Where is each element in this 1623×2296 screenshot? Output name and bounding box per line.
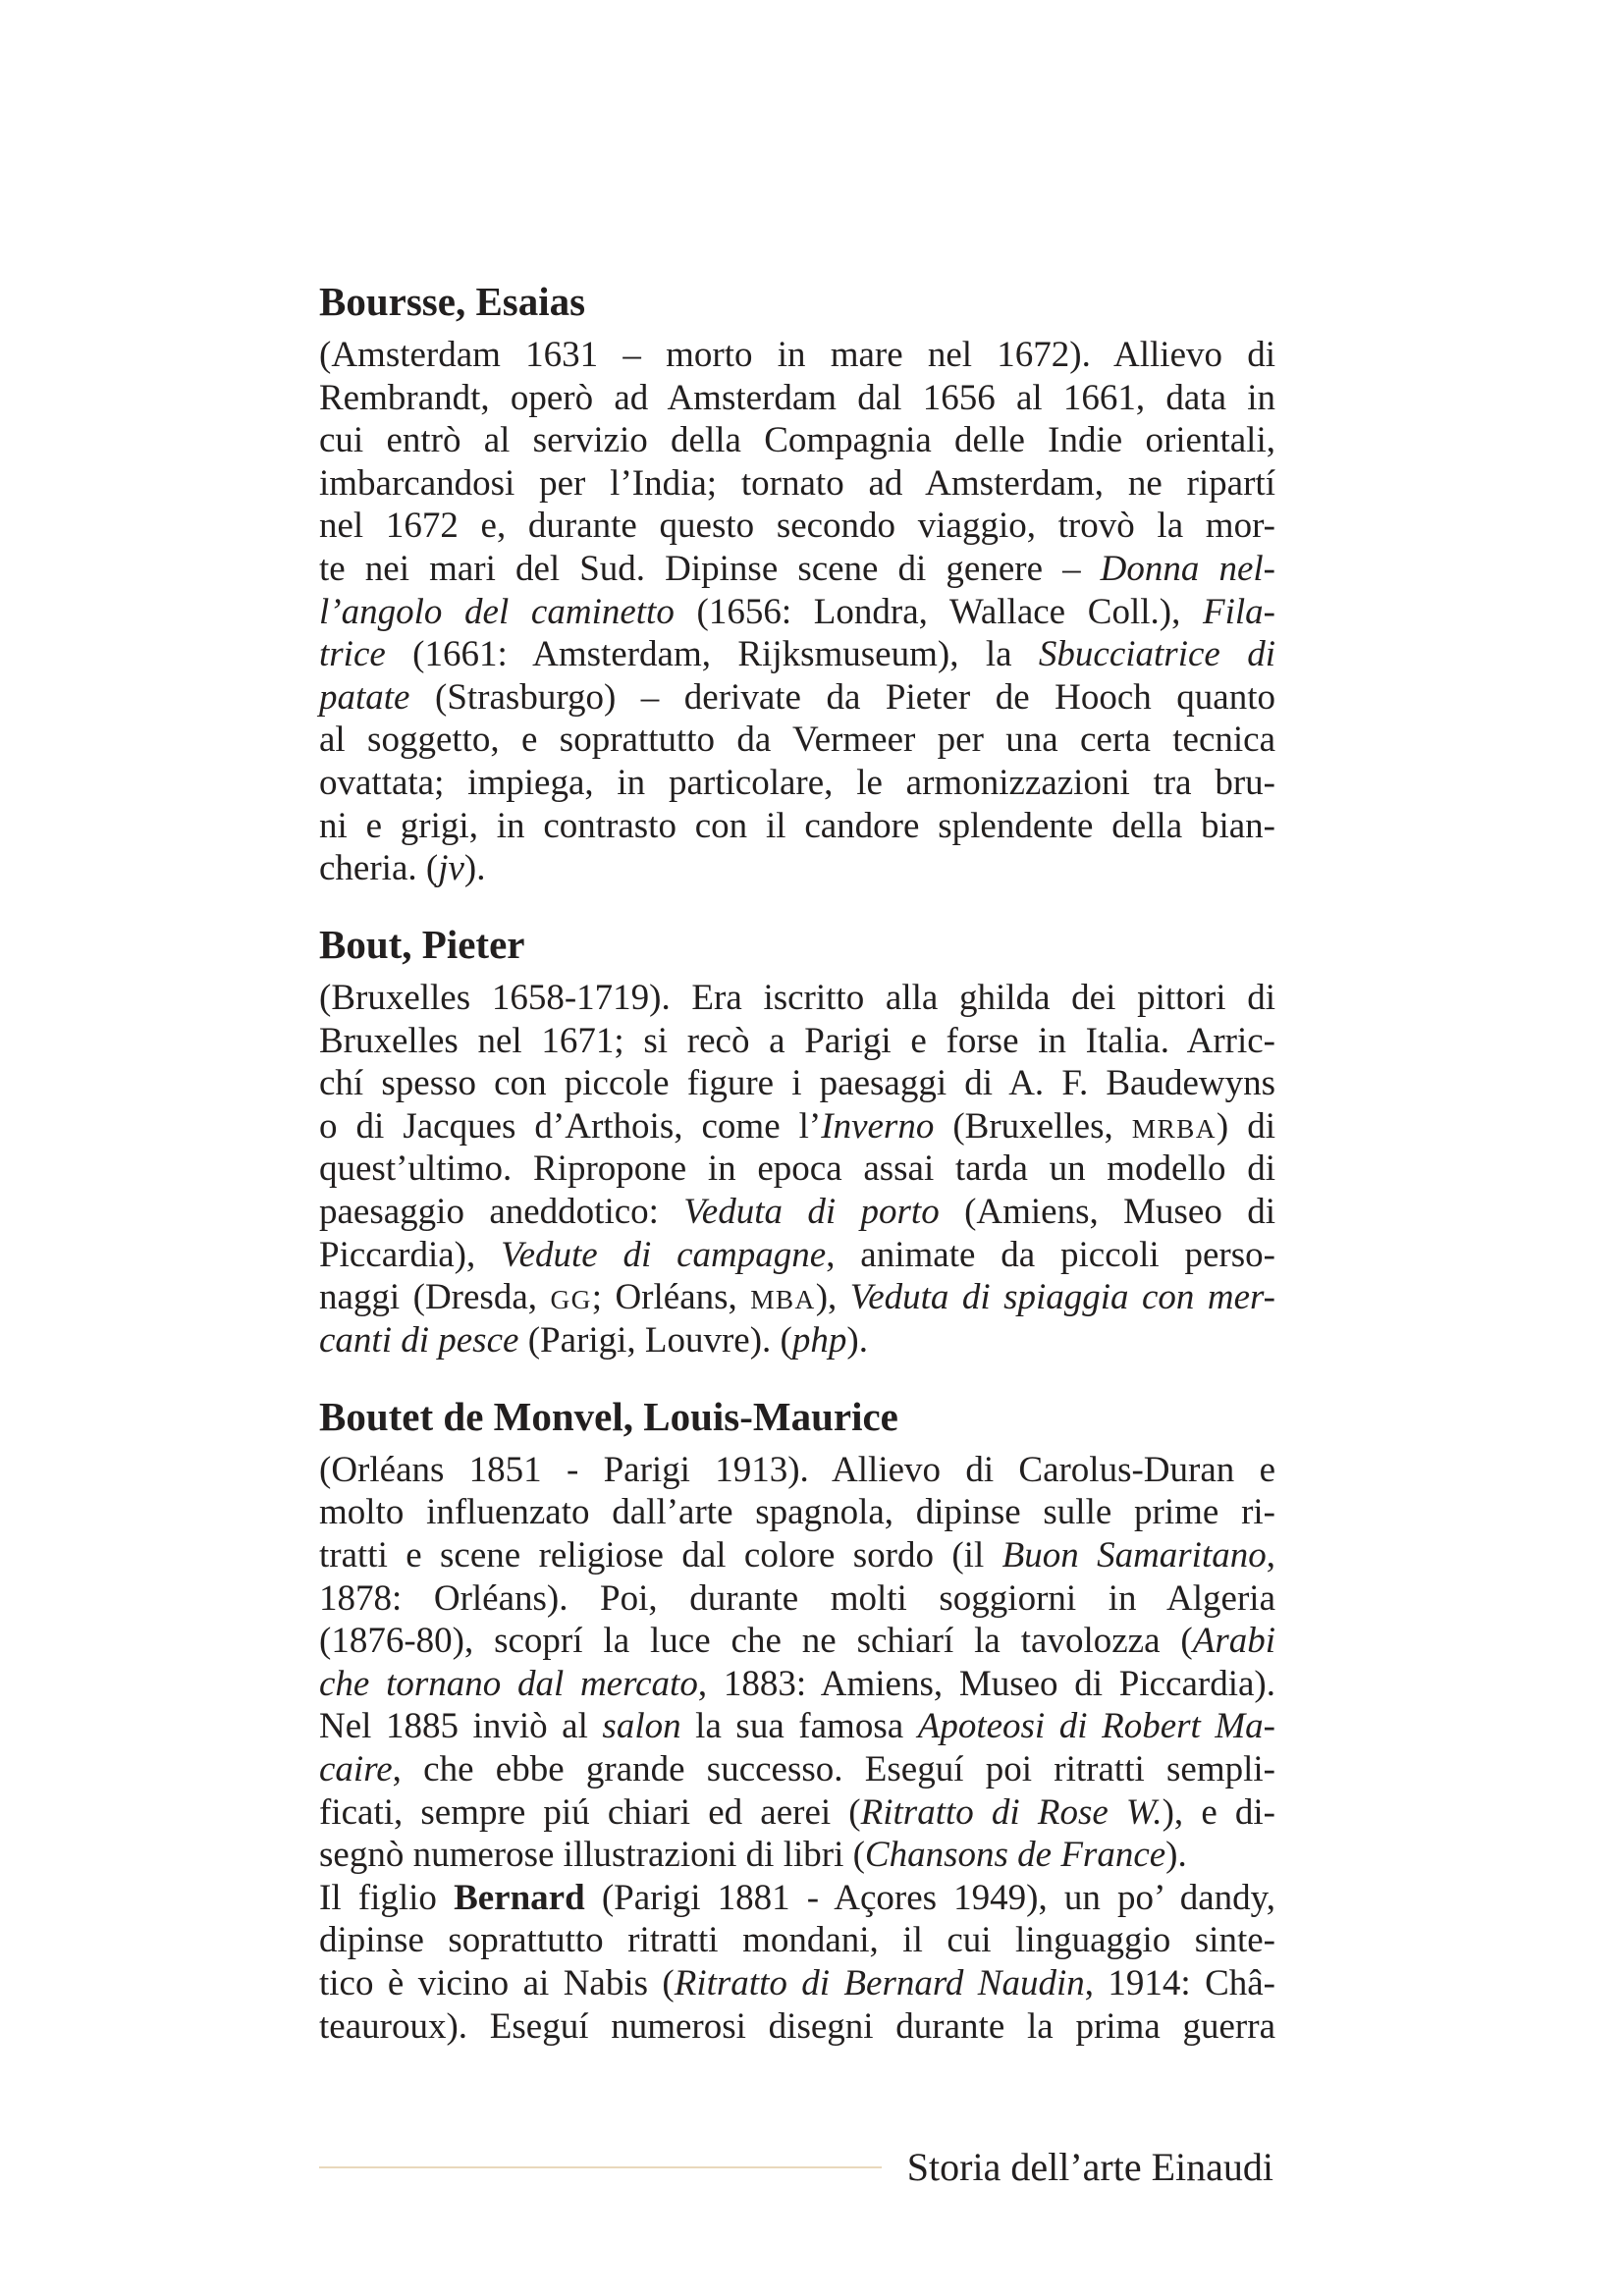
text-run: ovattata; impiega, in particolare, le armonizzazioni tra bru- <box>319 762 1275 803</box>
text-run: Piccardia), <box>319 1234 502 1275</box>
text-line <box>319 719 1275 762</box>
text-run: teauroux). Eseguí numerosi disegni durante la prima guerra <box>319 2005 1275 2047</box>
text-run: (Amsterdam 1631 – morto in mare nel 1672). Allievo di <box>319 334 1275 375</box>
text-line <box>319 1105 1275 1148</box>
dictionary-entry <box>319 924 1275 1362</box>
dictionary-entry <box>319 1393 1276 2048</box>
text-line <box>319 1148 1275 1191</box>
italic-text: Apoteosi di Robert Ma- <box>917 1706 1275 1747</box>
text-run: (Strasburgo) – derivate da Pieter de Hooch quanto <box>409 676 1275 718</box>
text-run: (1876-80), scoprí la luce che ne schiarí la tavolozza ( <box>319 1621 1193 1662</box>
text-run: , <box>1266 1534 1275 1575</box>
text-run: Bruxelles nel 1671; si recò a Parigi e forse in Italia. Arric- <box>319 1020 1275 1061</box>
text-run: (Bruxelles 1658-1719). Era iscritto alla ghilda dei pittori di <box>319 978 1275 1019</box>
text-line <box>319 1319 1275 1362</box>
text-line <box>319 2005 1275 2049</box>
footer-rule <box>319 2166 882 2168</box>
text-run: , 1914: Châ- <box>1084 1962 1276 2003</box>
text-run: tratti e scene religiose dal colore sordo (il <box>319 1534 1002 1575</box>
footer-title: Storia dell’arte Einaudi <box>906 2145 1273 2189</box>
text-run: ). <box>463 848 486 889</box>
text-line <box>319 1491 1275 1534</box>
text-run: ), e di- <box>1162 1791 1275 1833</box>
text-run: 1878: Orléans). Poi, durante molti soggiorni in Algeria <box>319 1577 1275 1619</box>
text-run: Nel 1885 inviò al <box>319 1706 603 1747</box>
page-footer <box>319 2146 1273 2189</box>
text-line <box>319 462 1275 506</box>
dictionary-entry <box>319 281 1275 890</box>
text-run: (1661: Amsterdam, Rijksmuseum), la <box>385 634 1039 675</box>
text-line <box>319 762 1275 805</box>
text-run: al soggetto, e soprattutto da Vermeer per una certa tecnica <box>319 720 1275 761</box>
italic-text: che tornano dal mercato <box>319 1663 698 1704</box>
text-run: nel 1672 e, durante questo secondo viaggio, trovò la mor- <box>319 506 1275 547</box>
text-run: cheria. ( <box>319 848 439 889</box>
text-line <box>319 1276 1275 1319</box>
text-run: , 1883: Amiens, Museo di Piccardia). <box>697 1663 1275 1704</box>
text-run: ; Orléans, <box>591 1277 751 1318</box>
text-line <box>319 805 1275 848</box>
text-line <box>319 633 1275 676</box>
italic-text: patate <box>319 676 410 718</box>
text-run: (Amiens, Museo di <box>939 1192 1275 1233</box>
text-run: ni e grigi, in contrasto con il candore splendente della bian- <box>319 805 1275 846</box>
text-line <box>319 591 1275 634</box>
text-line <box>319 1877 1275 1920</box>
text-run: imbarcandosi per l’India; tornato ad Amsterdam, ne ripartí <box>319 462 1275 504</box>
text-line <box>319 1191 1275 1234</box>
small-caps-abbreviation: GG <box>550 1285 592 1315</box>
text-run: (1656: Londra, Wallace Coll.), <box>674 591 1204 632</box>
text-line <box>319 419 1275 462</box>
entry-paragraph <box>319 1449 1275 1877</box>
text-run: (Parigi, Louvre). ( <box>518 1319 792 1361</box>
text-run: paesaggio aneddotico: <box>319 1192 684 1233</box>
text-run: Il figlio <box>319 1877 455 1918</box>
italic-text: Ritratto di Rose W. <box>860 1791 1163 1833</box>
text-line <box>319 334 1275 377</box>
entry-paragraph <box>319 1877 1275 2048</box>
entry-paragraph <box>319 977 1275 1362</box>
italic-text: Buon Samaritano <box>1001 1534 1267 1575</box>
text-line <box>319 505 1275 548</box>
italic-text: Veduta di spiaggia con mer- <box>849 1277 1275 1318</box>
text-run: molto influenzato dall’arte spagnola, dipinse sulle prime ri- <box>319 1492 1275 1533</box>
text-run: Rembrandt, operò ad Amsterdam dal 1656 al 1661, data in <box>319 377 1275 418</box>
italic-text: Sbucciatrice di <box>1038 634 1275 675</box>
italic-text: Vedute di campagne <box>501 1234 827 1275</box>
text-line <box>319 1234 1275 1277</box>
italic-text: Inverno <box>821 1105 935 1147</box>
text-line <box>319 1449 1275 1492</box>
text-run: , che ebbe grande successo. Eseguí poi ritratti sempli- <box>392 1748 1275 1789</box>
text-line <box>319 1748 1275 1791</box>
text-column <box>319 281 1275 2048</box>
italic-text: Ritratto di Bernard Naudin <box>674 1962 1085 2003</box>
text-line <box>319 1919 1275 1962</box>
text-run: la sua famosa <box>680 1706 918 1747</box>
italic-text: jv <box>438 848 464 889</box>
text-run: quest’ultimo. Ripropone in epoca assai tarda un modello di <box>319 1148 1275 1190</box>
text-run: o di Jacques d’Arthois, come l’ <box>319 1105 822 1147</box>
italic-text: Chansons de France <box>864 1835 1166 1876</box>
text-line <box>319 1062 1275 1105</box>
text-run: ficati, sempre piú chiari ed aerei ( <box>319 1791 861 1833</box>
text-run: cui entrò al servizio della Compagnia delle Indie orientali, <box>319 420 1275 461</box>
text-run: , animate da piccoli perso- <box>826 1234 1275 1275</box>
text-run: chí spesso con piccole figure i paesaggi di A. F. Baudewyns <box>319 1063 1275 1104</box>
text-line <box>319 1791 1275 1835</box>
italic-text: l’angolo del caminetto <box>319 591 675 632</box>
italic-text: canti di pesce <box>319 1319 519 1361</box>
text-line <box>319 847 1275 890</box>
italic-text: trice <box>319 634 386 675</box>
text-run: dipinse soprattutto ritratti mondani, il cui linguaggio sinte- <box>319 1920 1275 1961</box>
text-run: te nei mari del Sud. Dipinse scene di genere – <box>319 548 1101 589</box>
text-run: (Bruxelles, <box>934 1105 1132 1147</box>
text-line <box>319 1577 1275 1621</box>
text-line <box>319 377 1275 420</box>
text-line <box>319 1705 1275 1748</box>
text-line <box>319 548 1275 591</box>
small-caps-abbreviation: MBA <box>750 1285 816 1315</box>
italic-text: php <box>791 1319 847 1361</box>
bold-name: Bernard <box>454 1877 585 1918</box>
text-line <box>319 1834 1275 1877</box>
text-line <box>319 1663 1275 1706</box>
small-caps-abbreviation: MRBA <box>1131 1113 1217 1144</box>
text-run: segnò numerose illustrazioni di libri ( <box>319 1835 865 1876</box>
text-line <box>319 1620 1275 1663</box>
text-line <box>319 676 1275 720</box>
text-line <box>319 1020 1275 1063</box>
text-line <box>319 1534 1275 1577</box>
entry-heading: Boutet de Monvel, Louis-Maurice <box>319 1393 898 1439</box>
text-run: ). <box>1165 1835 1187 1876</box>
text-line <box>319 977 1275 1020</box>
text-run: ), <box>815 1277 850 1318</box>
italic-text: Fila- <box>1203 591 1275 632</box>
italic-text: Veduta di porto <box>683 1192 940 1233</box>
text-run: tico è vicino ai Nabis ( <box>319 1962 675 2003</box>
italic-text: caire <box>319 1748 393 1789</box>
text-run: ). <box>846 1319 868 1361</box>
text-run: naggi (Dresda, <box>319 1277 551 1318</box>
italic-text: Arabi <box>1192 1621 1275 1662</box>
entry-paragraph <box>319 334 1275 890</box>
text-run: (Parigi 1881 - Açores 1949), un po’ dandy, <box>584 1877 1276 1918</box>
text-line <box>319 1962 1275 2005</box>
italic-text: salon <box>602 1706 681 1747</box>
italic-text: Donna nel- <box>1100 548 1275 589</box>
entry-heading: Boursse, Esaias <box>319 279 586 324</box>
entry-heading: Bout, Pieter <box>319 922 525 968</box>
text-run: (Orléans 1851 - Parigi 1913). Allievo di Carolus-Duran e <box>319 1449 1275 1490</box>
text-run: ) di <box>1216 1105 1275 1147</box>
